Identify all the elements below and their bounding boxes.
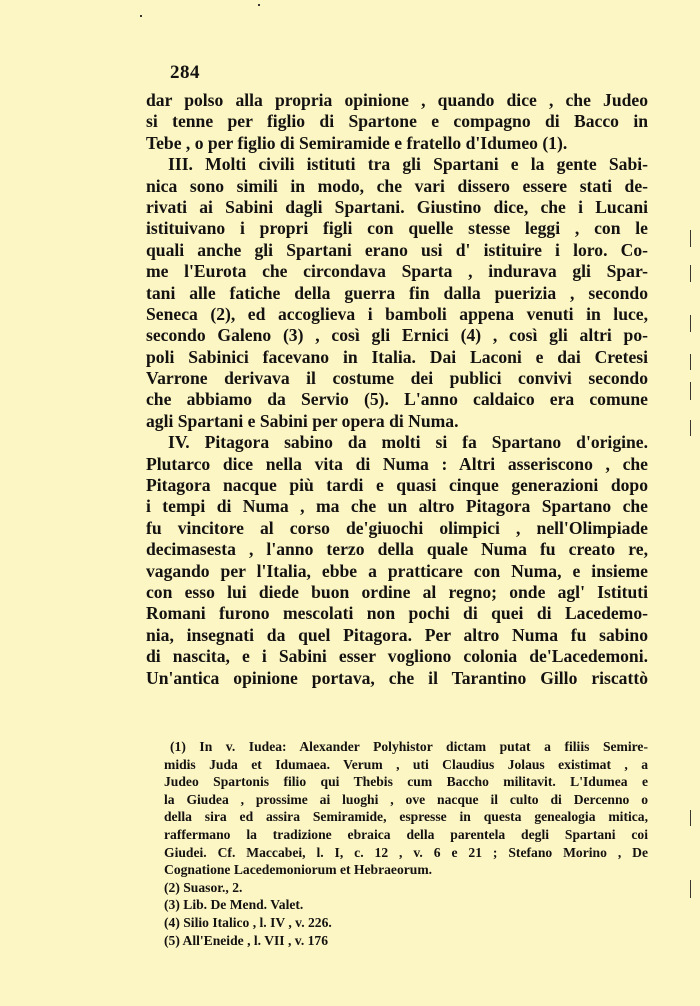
body-line: agli Spartani e Sabini per opera di Numa. bbox=[146, 410, 459, 431]
body-line: Varrone derivava il costume dei publici convivi secondo bbox=[146, 368, 648, 389]
body-line: Seneca (2), ed accoglieva i bamboli appena venuti in luce, bbox=[146, 303, 648, 324]
footnote-line: (4) Silio Italico , l. IV , v. 226. bbox=[164, 914, 332, 930]
body-line: decimasesta , l'anno terzo della quale Numa fu creato re, bbox=[146, 539, 648, 560]
body-line: me l'Eurota che circondava Sparta , indurava gli Spar- bbox=[146, 261, 648, 282]
body-line: rivati ai Sabini dagli Spartani. Giustino dice, che i Lucani bbox=[146, 196, 648, 217]
body-text bbox=[146, 90, 648, 689]
body-line: i tempi di Numa , ma che un altro Pitagora Spartano che bbox=[146, 496, 648, 517]
body-line: Pitagora nacque più tardi e quasi cinque generazioni dopo bbox=[146, 475, 648, 496]
body-line: III. Molti civili istituti tra gli Spartani e la gente Sabi- bbox=[168, 154, 648, 175]
scan-speck bbox=[140, 15, 142, 17]
margin-mark bbox=[690, 420, 691, 436]
scan-speck bbox=[258, 4, 260, 6]
body-line: nica sono simili in modo, che vari dissero essere stati de- bbox=[146, 175, 648, 196]
body-line: si tenne per figlio di Spartone e compagno di Bacco in bbox=[146, 111, 648, 132]
margin-mark bbox=[690, 880, 691, 898]
footnote-line: (1) In v. Iudea: Alexander Polyhistor dictam putat a filiis Semire- bbox=[170, 739, 648, 754]
body-line: secondo Galeno (3) , così gli Ernici (4) , così gli altri po- bbox=[146, 325, 648, 346]
footnote-line: la Giudea , prossime ai luoghi , ove nacque il culto di Dercenno o bbox=[164, 791, 648, 807]
page-number: 284 bbox=[170, 62, 200, 83]
body-line: Tebe , o per figlio di Semiramide e fratello d'Idumeo (1). bbox=[146, 132, 568, 153]
body-line: dar polso alla propria opinione , quando dice , che Judeo bbox=[146, 90, 648, 110]
body-line: Un'antica opinione portava, che il Tarantino Gillo riscattò bbox=[146, 667, 648, 688]
footnote-line: Giudei. Cf. Maccabei, l. I, c. 12 , v. 6 e 21 ; Stefano Morino , De bbox=[164, 844, 648, 860]
margin-mark bbox=[690, 265, 691, 282]
body-line: con esso lui diede buon ordine al regno; onde agl' Istituti bbox=[146, 581, 648, 602]
body-line: IV. Pitagora sabino da molti si fa Spartano d'origine. bbox=[168, 432, 648, 453]
footnote-line: Judeo Spartonis filio qui Thebis cum Baccho militavit. L'Idumea e bbox=[164, 774, 648, 790]
margin-mark bbox=[690, 315, 691, 332]
body-line: Romani furono mescolati non pochi di quei di Lacedemo- bbox=[146, 603, 648, 624]
body-line: poli Sabinici facevano in Italia. Dai Laconi e dai Cretesi bbox=[146, 346, 648, 367]
body-line: vagando per l'Italia, ebbe a pratticare con Numa, e insieme bbox=[146, 560, 648, 581]
body-line: che abbiamo da Servio (5). L'anno caldaico era comune bbox=[146, 389, 648, 410]
body-line: istituivano i propri figli con quelle stesse leggi , con le bbox=[146, 218, 648, 239]
body-line: Plutarco dice nella vita di Numa : Altri asseriscono , che bbox=[146, 453, 648, 474]
margin-mark bbox=[690, 810, 691, 826]
footnote-line: Cognatione Lacedemoniorum et Hebraeorum. bbox=[164, 862, 433, 878]
body-line: quali anche gli Spartani erano usi d' istituire i loro. Co- bbox=[146, 239, 648, 260]
margin-mark bbox=[690, 230, 691, 247]
margin-mark bbox=[690, 382, 691, 400]
footnote-line: midis Juda et Idumaea. Verum , uti Claudius Jolaus existimat , a bbox=[164, 756, 648, 772]
body-line: nia, insegnati da quel Pitagora. Per altro Numa fu sabino bbox=[146, 624, 648, 645]
body-line: fu vincitore al corso de'giuochi olimpici , nell'Olimpiade bbox=[146, 517, 648, 538]
footnotes bbox=[164, 738, 648, 949]
body-line: tani alle fatiche della guerra fin dalla puerizia , secondo bbox=[146, 282, 648, 303]
footnote-line: raffermano la tradizione ebraica della parentela degli Spartani coi bbox=[164, 826, 648, 842]
footnote-line: (3) Lib. De Mend. Valet. bbox=[164, 897, 304, 913]
footnote-line: della sira ed assira Semiramide, espresse in questa genealogia mitica, bbox=[164, 809, 648, 825]
footnote-line: (5) All'Eneide , l. VII , v. 176 bbox=[164, 932, 329, 948]
margin-mark bbox=[690, 354, 691, 370]
body-line: di nascita, e i Sabini esser vogliono colonia de'Lacedemoni. bbox=[146, 646, 648, 667]
footnote-line: (2) Suasor., 2. bbox=[164, 879, 243, 895]
